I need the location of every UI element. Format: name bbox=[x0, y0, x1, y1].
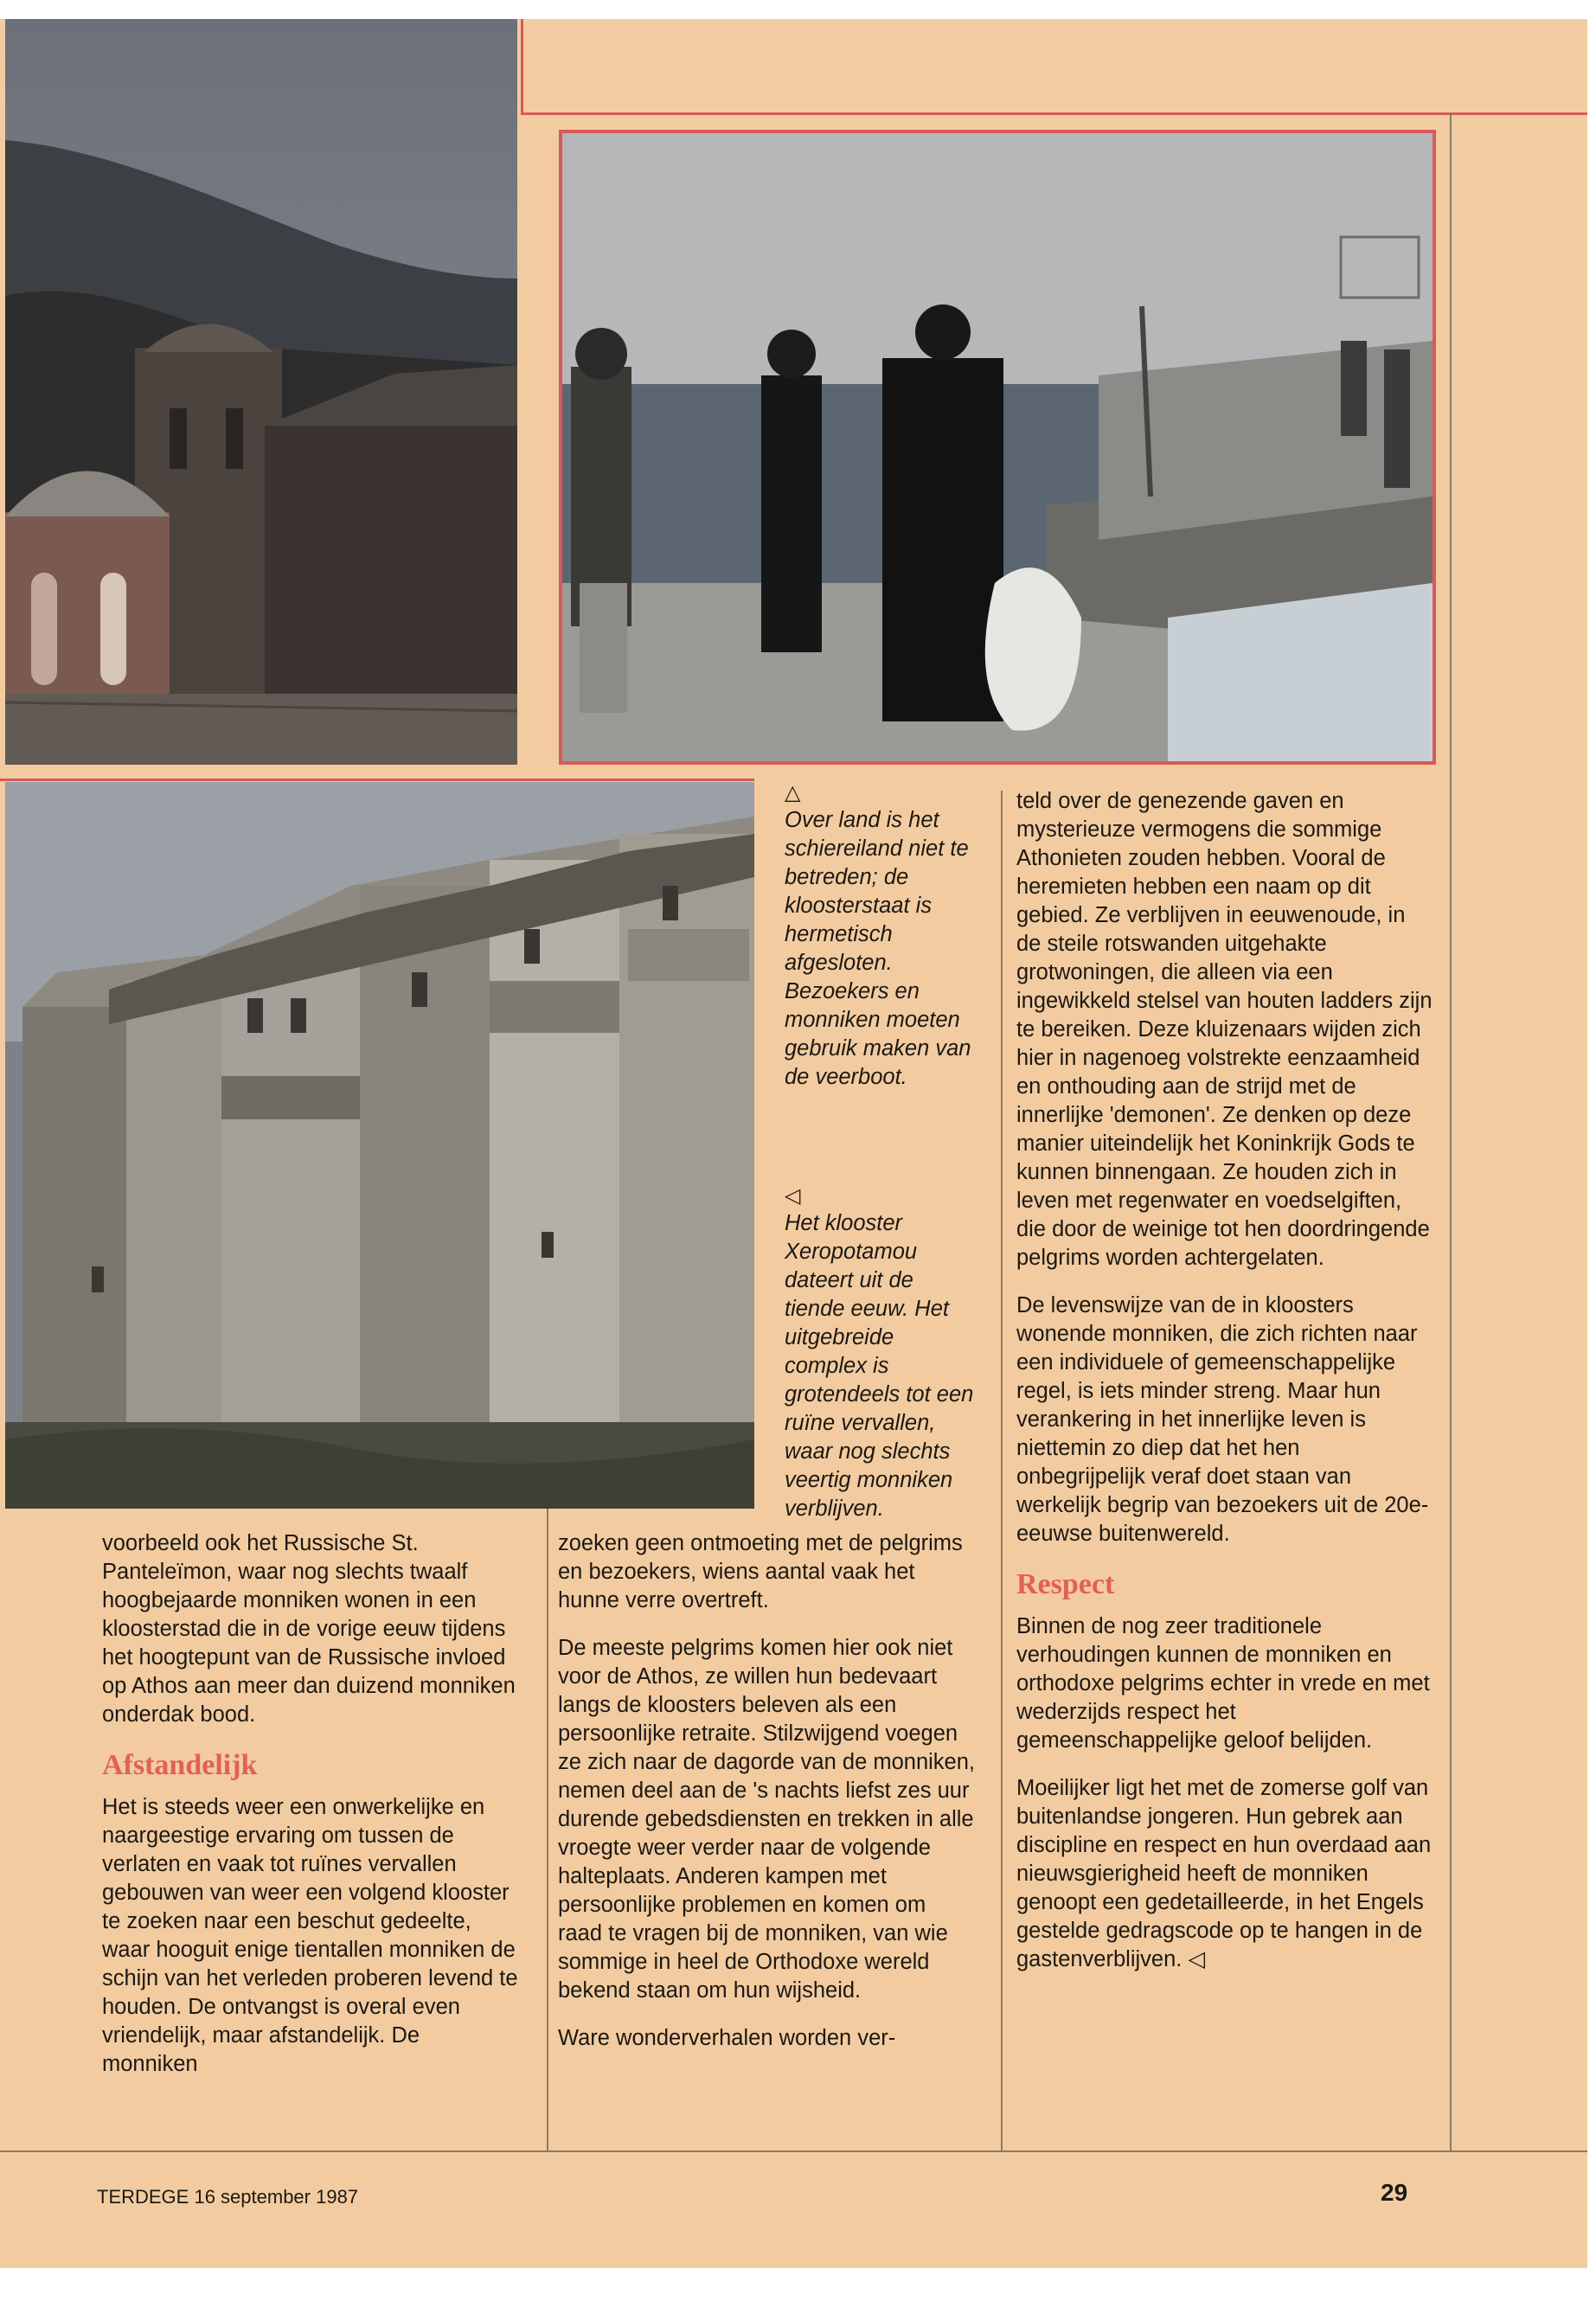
heading-afstandelijk: Afstandelijk bbox=[102, 1749, 258, 1781]
accent-rule-horizontal bbox=[521, 112, 1587, 115]
caption-monastery-text: Het klooster Xeropotamou dateert uit de tiende eeuw. Het uitgebreide complex is grotendeels tot een ruïne vervallen, waar nog slechts veertig monniken verblijven. bbox=[785, 1211, 974, 1521]
column-rule-far-right bbox=[1450, 140, 1452, 2150]
caption-marker-up: △ bbox=[785, 781, 801, 804]
column-middle bbox=[558, 1529, 975, 2072]
photo-xeropotamou bbox=[5, 782, 754, 1509]
photo-monastery-domes bbox=[5, 19, 517, 765]
accent-rule-vertical bbox=[521, 19, 523, 114]
right-paragraph-2: De levenswijze van de in kloosters wonende monniken, die zich richten naar een individuele of gemeenschappelijke regel, is iets minder streng. Maar hun verankering in het innerlijke leven is niettemin zo diep dat het hen onbegrijpelijk veraf doet staan van werkelijk begrip van bezoekers uit de 20e-eeuwse buitenwereld. bbox=[1016, 1293, 1429, 1546]
right-paragraph-4: Moeilijker ligt het met de zomerse golf van buitenlandse jongeren. Hun gebrek aan discipline en respect en hun overdaad aan nieuwsgierigheid heeft de monniken genoopt een gedetailleerde, in het Engels gestelde gedragscode op te hangen in de gastenverblijven. ◁ bbox=[1016, 1776, 1432, 1971]
footer-publication: TERDEGE 16 september 1987 bbox=[97, 2186, 359, 2208]
middle-paragraph-3: Ware wonderverhalen worden ver- bbox=[558, 2026, 896, 2050]
caption-marker-left: ◁ bbox=[785, 1184, 801, 1208]
caption-ferry bbox=[785, 780, 979, 1092]
column-rule-mid bbox=[547, 1509, 548, 2150]
caption-monastery bbox=[785, 1183, 979, 1523]
middle-paragraph-2: De meeste pelgrims komen hier ook niet voor de Athos, ze willen hun bedevaart langs de kloosters beleven als een persoonlijke retraite. Stilzwijgend voegen ze zich naar de dagorde van de monniken, nemen deel aan de 's nachts liefst zes uur durende gebedsdiensten en trekken in alle vroegte weer verder naar de volgende halteplaats. Anderen kampen met persoonlijke problemen en komen om raad te vragen bij de monniken, van wie sommige in heel de Orthodoxe wereld bekend staan om hun wijsheid. bbox=[558, 1636, 975, 2003]
column-rule-right bbox=[1001, 791, 1003, 2150]
right-paragraph-1: teld over de genezende gaven en mysterieuze vermogens die sommige Athonieten zouden hebben. Vooral de heremieten hebben een naam op dit gebied. Ze verblijven in eeuwenoude, in de steile rotswanden uitgehakte grotwoningen, die alleen via een ingewikkeld stelsel van houten ladders zijn te bereiken. Deze kluizenaars wijden zich hier in nagenoeg volstrekte eenzaamheid en onthouding aan de strijd met de innerlijke 'demonen'. Ze denken op deze manier uiteindelijk het Koninkrijk Gods te kunnen binnengaan. Ze houden zich in leven met regenwater en voedselgiften, die door de weinige tot hen doordringende pelgrims worden achtergelaten. bbox=[1016, 789, 1433, 1270]
caption-ferry-text: Over land is het schiereiland niet te betreden; de kloosterstaat is hermetisch afgesloten. Bezoekers en monniken moeten gebruik maken van de veerboot. bbox=[785, 808, 971, 1089]
accent-rule-middle bbox=[0, 779, 754, 781]
column-left bbox=[102, 1529, 519, 2098]
left-paragraph-1: voorbeeld ook het Russische St. Panteleïmon, waar nog slechts twaalf hoogbejaarde monniken wonen in een kloosterstad die in de vorige eeuw tijdens het hoogtepunt van de Russische invloed op Athos aan meer dan duizend monniken onderdak bood. bbox=[102, 1531, 516, 1727]
column-right bbox=[1016, 787, 1433, 1993]
footer-rule bbox=[0, 2150, 1587, 2152]
left-paragraph-2: Het is steeds weer een onwerkelijke en naargeestige ervaring om tussen de verlaten en vaak tot ruïnes vervallen gebouwen van weer een volgend klooster te zoeken naar een beschut gedeelte, waar hooguit enige tientallen monniken de schijn van het verleden proberen levend te houden. De ontvangst is overal even vriendelijk, maar afstandelijk. De monniken bbox=[102, 1795, 518, 2076]
middle-paragraph-1: zoeken geen ontmoeting met de pelgrims en bezoekers, wiens aantal vaak het hunne verre overtreft. bbox=[558, 1531, 963, 1612]
scan-bottom-margin bbox=[0, 2273, 1596, 2301]
page-number: 29 bbox=[1381, 2179, 1408, 2206]
right-paragraph-3: Binnen de nog zeer traditionele verhoudingen kunnen de monniken en orthodoxe pelgrims echter in vrede en met wederzijds respect het gemeenschappelijke geloof belijden. bbox=[1016, 1614, 1430, 1753]
photo-ferry bbox=[559, 130, 1436, 765]
magazine-page bbox=[0, 19, 1587, 2268]
heading-respect: Respect bbox=[1016, 1568, 1115, 1600]
